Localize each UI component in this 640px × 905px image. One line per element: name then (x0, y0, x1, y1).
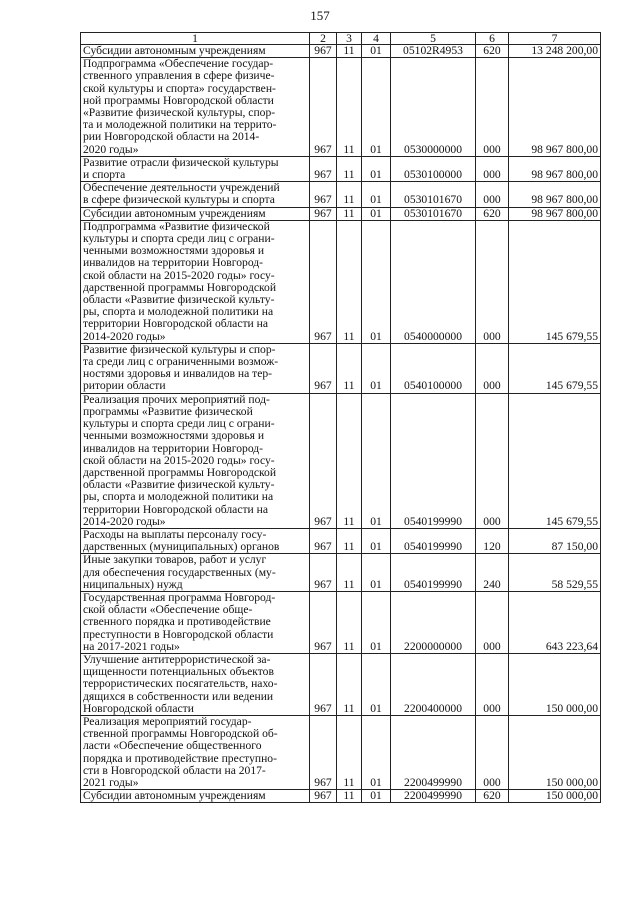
expense-type-cell: 000 (476, 220, 509, 343)
item-name-line: Субсидии автономным учреждениям (83, 44, 266, 57)
target-article-cell: 2200000000 (391, 591, 476, 653)
item-name-line: Субсидии автономным учреждениям (83, 207, 266, 220)
code-section-cell: 11 (337, 182, 362, 207)
code-ministry-cell: 967 (310, 554, 337, 592)
item-name-line: культуры и спорта среди лиц с ограни- (83, 232, 275, 246)
code-section-cell: 11 (337, 528, 362, 553)
item-name-line: ной программы Новгородской области (83, 93, 274, 107)
item-name-line: 2014-2020 годы» (83, 514, 166, 528)
target-article-cell: 0530101670 (391, 207, 476, 220)
item-name-line: «Развитие физической культуры, спор- (83, 106, 276, 120)
item-name-line: Подпрограмма «Обеспечение государ- (83, 57, 274, 71)
item-name-line: Развитие физической культуры и спор- (83, 343, 276, 356)
header-cell: 2 (310, 33, 337, 45)
expense-type-cell: 620 (476, 45, 509, 58)
item-name-line: Реализация мероприятий государ- (83, 715, 252, 728)
code-section-cell: 11 (337, 58, 362, 157)
code-subsection-cell: 01 (362, 58, 391, 157)
item-name-line: на 2017-2021 годы» (83, 639, 180, 653)
code-subsection-cell: 01 (362, 653, 391, 715)
code-section-cell: 11 (337, 591, 362, 653)
table-row (81, 528, 601, 553)
code-ministry-cell: 967 (310, 591, 337, 653)
budget-table (80, 32, 601, 803)
item-name-line: инвалидов на территории Новгород- (83, 441, 264, 455)
page-number: 157 (310, 8, 330, 23)
item-name-cell (81, 182, 310, 207)
item-name-cell (81, 343, 310, 393)
code-ministry-cell: 967 (310, 220, 337, 343)
item-name-line: ченными возможностями здоровья и (83, 429, 265, 443)
target-article-cell: 0530100000 (391, 156, 476, 181)
item-name-line: 2021 годы» (83, 775, 139, 789)
item-name-line: ритории области (83, 379, 166, 393)
item-name-line: дарственной программы Новгородской (83, 280, 277, 294)
code-section-cell: 11 (337, 156, 362, 181)
item-name-line: ниципальных) нужд (83, 577, 183, 591)
header-cell: 5 (391, 33, 476, 45)
item-name-line: ской области на 2015-2020 годы» госу- (83, 268, 275, 282)
code-ministry-cell: 967 (310, 715, 337, 789)
code-section-cell: 11 (337, 790, 362, 803)
code-subsection-cell: 01 (362, 45, 391, 58)
item-name-cell (81, 790, 310, 803)
amount-cell: 643 223,64 (509, 591, 601, 653)
target-article-cell: 0530101670 (391, 182, 476, 207)
item-name-cell (81, 715, 310, 789)
item-name-cell (81, 653, 310, 715)
code-subsection-cell: 01 (362, 156, 391, 181)
target-article-cell: 0540199990 (391, 528, 476, 553)
item-name-cell (81, 45, 310, 58)
code-section-cell: 11 (337, 393, 362, 528)
amount-cell: 145 679,55 (509, 343, 601, 393)
item-name-line: 2020 годы» (83, 142, 139, 156)
item-name-line: та и молодежной политики на террито- (83, 118, 277, 132)
item-name-cell (81, 393, 310, 528)
target-article-cell: 0540199990 (391, 554, 476, 592)
table-row (81, 653, 601, 715)
code-subsection-cell: 01 (362, 182, 391, 207)
code-subsection-cell: 01 (362, 220, 391, 343)
item-name-line: программы «Развитие физической (83, 404, 253, 418)
expense-type-cell: 620 (476, 790, 509, 803)
item-name-line: дарственных (муниципальных) органов (83, 540, 280, 554)
code-subsection-cell: 01 (362, 715, 391, 789)
code-section-cell: 11 (337, 220, 362, 343)
code-section-cell: 11 (337, 45, 362, 58)
table-row (81, 58, 601, 157)
item-name-line: инвалидов на территории Новгород- (83, 256, 264, 270)
amount-cell: 13 248 200,00 (509, 45, 601, 58)
table-row (81, 182, 601, 207)
target-article-cell: 2200400000 (391, 653, 476, 715)
amount-cell: 87 150,00 (509, 528, 601, 553)
item-name-line: Субсидии автономным учреждениям (83, 789, 266, 803)
code-subsection-cell: 01 (362, 790, 391, 803)
code-subsection-cell: 01 (362, 528, 391, 553)
amount-cell: 150 000,00 (509, 715, 601, 789)
item-name-line: щищенности потенциальных объектов (83, 665, 274, 679)
header-cell: 3 (337, 33, 362, 45)
item-name-line: преступности в Новгородской области (83, 627, 274, 641)
amount-cell: 145 679,55 (509, 393, 601, 528)
item-name-line: Расходы на выплаты персоналу госу- (83, 528, 267, 541)
amount-cell: 98 967 800,00 (509, 207, 601, 220)
code-section-cell: 11 (337, 343, 362, 393)
item-name-line: ственной программы Новгородской об- (83, 727, 278, 741)
code-subsection-cell: 01 (362, 207, 391, 220)
item-name-line: Улучшение антитеррористической за- (83, 653, 271, 666)
item-name-cell (81, 220, 310, 343)
expense-type-cell: 000 (476, 393, 509, 528)
expense-type-cell: 620 (476, 207, 509, 220)
header-cell: 4 (362, 33, 391, 45)
item-name-line: в сфере физической культуры и спорта (83, 193, 275, 207)
amount-cell: 98 967 800,00 (509, 156, 601, 181)
expense-type-cell: 120 (476, 528, 509, 553)
item-name-line: ской культуры и спорта» государствен- (83, 81, 276, 95)
expense-type-cell: 240 (476, 554, 509, 592)
item-name-line: области «Развитие физической культу- (83, 293, 275, 307)
table-row (81, 220, 601, 343)
item-name-line: Иные закупки товаров, работ и услуг (83, 553, 267, 567)
item-name-line: Развитие отрасли физической культуры (83, 156, 279, 169)
code-subsection-cell: 01 (362, 343, 391, 393)
code-ministry-cell: 967 (310, 343, 337, 393)
item-name-line: Новгородской области (83, 701, 194, 715)
item-name-line: ласти «Обеспечение общественного (83, 739, 262, 753)
item-name-line: 2014-2020 годы» (83, 329, 166, 343)
header-cell: 7 (509, 33, 601, 45)
code-ministry-cell: 967 (310, 58, 337, 157)
item-name-cell (81, 528, 310, 553)
code-subsection-cell: 01 (362, 393, 391, 528)
table-row (81, 156, 601, 181)
item-name-line: террористических посягательств, нахо- (83, 677, 278, 691)
code-ministry-cell: 967 (310, 790, 337, 803)
item-name-cell (81, 58, 310, 157)
amount-cell: 150 000,00 (509, 653, 601, 715)
expense-type-cell: 000 (476, 343, 509, 393)
header-cell: 1 (81, 33, 310, 45)
item-name-line: ченными возможностями здоровья и (83, 244, 265, 258)
expense-type-cell: 000 (476, 58, 509, 157)
code-subsection-cell: 01 (362, 554, 391, 592)
table-row (81, 207, 601, 220)
item-name-line: Обеспечение деятельности учреждений (83, 181, 280, 195)
amount-cell: 150 000,00 (509, 790, 601, 803)
target-article-cell: 05102R4953 (391, 45, 476, 58)
code-ministry-cell: 967 (310, 528, 337, 553)
item-name-line: дящихся в собственности или ведении (83, 689, 274, 703)
expense-type-cell: 000 (476, 715, 509, 789)
code-section-cell: 11 (337, 207, 362, 220)
item-name-line: порядка и противодействие преступно- (83, 751, 277, 765)
code-ministry-cell: 967 (310, 207, 337, 220)
code-section-cell: 11 (337, 653, 362, 715)
item-name-line: и спорта (83, 168, 126, 182)
item-name-line: ры, спорта и молодежной политики на (83, 305, 274, 319)
table-row (81, 554, 601, 592)
code-ministry-cell: 967 (310, 653, 337, 715)
item-name-line: Реализация прочих мероприятий под- (83, 393, 270, 406)
amount-cell: 98 967 800,00 (509, 58, 601, 157)
table-row (81, 45, 601, 58)
expense-type-cell: 000 (476, 182, 509, 207)
item-name-line: территории Новгородской области на (83, 502, 268, 516)
expense-type-cell: 000 (476, 591, 509, 653)
header-row (81, 33, 601, 45)
target-article-cell: 0530000000 (391, 58, 476, 157)
table-body (81, 45, 601, 803)
expense-type-cell: 000 (476, 653, 509, 715)
item-name-cell (81, 207, 310, 220)
table-row (81, 790, 601, 803)
code-section-cell: 11 (337, 554, 362, 592)
item-name-line: рии Новгородской области на 2014- (83, 130, 260, 144)
item-name-line: дарственной программы Новгородской (83, 465, 277, 479)
code-ministry-cell: 967 (310, 182, 337, 207)
table-row (81, 591, 601, 653)
item-name-line: ностями здоровья и инвалидов на тер- (83, 367, 273, 381)
code-ministry-cell: 967 (310, 393, 337, 528)
item-name-line: ственного управления в сфере физиче- (83, 69, 275, 83)
header-cell: 6 (476, 33, 509, 45)
target-article-cell: 0540199990 (391, 393, 476, 528)
target-article-cell: 0540100000 (391, 343, 476, 393)
amount-cell: 145 679,55 (509, 220, 601, 343)
item-name-line: ры, спорта и молодежной политики на (83, 490, 274, 504)
item-name-cell (81, 591, 310, 653)
item-name-line: сти в Новгородской области на 2017- (83, 763, 266, 777)
item-name-line: области «Развитие физической культу- (83, 478, 275, 492)
item-name-line: та среди лиц с ограниченными возмож- (83, 355, 279, 369)
item-name-line: ской области «Обеспечение обще- (83, 603, 253, 617)
code-subsection-cell: 01 (362, 591, 391, 653)
item-name-line: ственного порядка и противодействие (83, 615, 271, 629)
table-row (81, 715, 601, 789)
code-ministry-cell: 967 (310, 45, 337, 58)
item-name-line: для обеспечения государственных (му- (83, 565, 276, 579)
code-ministry-cell: 967 (310, 156, 337, 181)
target-article-cell: 0540000000 (391, 220, 476, 343)
amount-cell: 98 967 800,00 (509, 182, 601, 207)
item-name-line: Государственная программа Новгород- (83, 591, 276, 604)
target-article-cell: 2200499990 (391, 715, 476, 789)
table-row (81, 343, 601, 393)
item-name-line: ской области на 2015-2020 годы» госу- (83, 453, 275, 467)
expense-type-cell: 000 (476, 156, 509, 181)
item-name-cell (81, 156, 310, 181)
item-name-line: культуры и спорта среди лиц с ограни- (83, 417, 275, 431)
target-article-cell: 2200499990 (391, 790, 476, 803)
code-section-cell: 11 (337, 715, 362, 789)
item-name-line: Подпрограмма «Развитие физической (83, 220, 270, 233)
table-row (81, 393, 601, 528)
amount-cell: 58 529,55 (509, 554, 601, 592)
item-name-cell (81, 554, 310, 592)
item-name-line: территории Новгородской области на (83, 317, 268, 331)
